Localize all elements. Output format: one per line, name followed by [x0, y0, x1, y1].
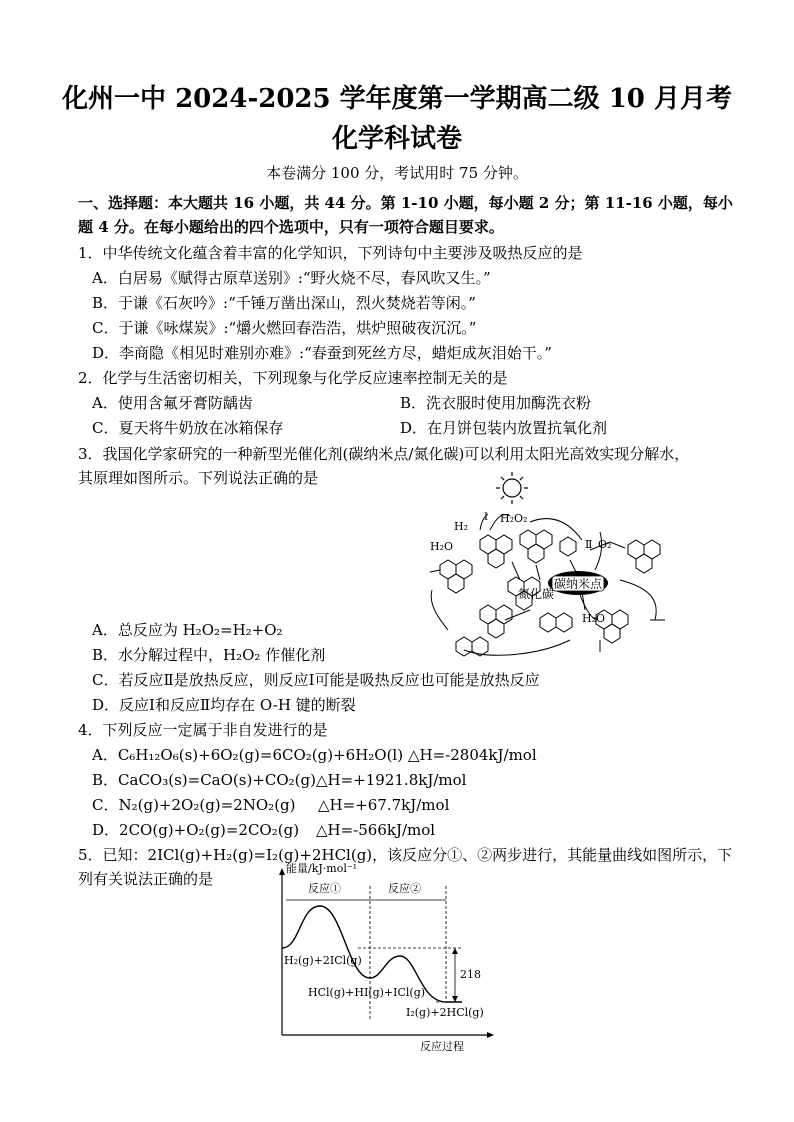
reactants-label: H₂(g)+2ICl(g): [284, 954, 362, 967]
q1-option-a[interactable]: A．白居易《赋得古原草送别》:“野火烧不尽，春风吹又生。”: [92, 269, 491, 287]
q4-option-a-enthalpy: △H=-2804kJ/mol: [408, 746, 537, 764]
q3-stem-line1: 3．我国化学家研究的一种新型光催化剂(碳纳米点/氮化碳)可以利用太阳光高效实现分解水，: [78, 445, 690, 463]
q3-option-d[interactable]: D．反应Ⅰ和反应Ⅱ均存在 O-H 键的断裂: [92, 696, 356, 714]
step2-label: 反应②: [388, 882, 421, 895]
q4-option-b[interactable]: B．CaCO₃(s)=CaO(s)+CO₂(g): [92, 771, 316, 789]
products-label: I₂(g)+2HCl(g): [406, 1006, 484, 1019]
energy-profile-chart: [270, 860, 500, 1060]
h2o-right-label: H₂O: [582, 612, 606, 625]
q5-stem-line2: 列有关说法正确的是: [78, 870, 214, 888]
h2o2-label: H₂O₂: [500, 512, 528, 525]
x-axis-label: 反应过程: [420, 1040, 464, 1053]
q4-stem: 4．下列反应一定属于非自发进行的是: [78, 721, 328, 739]
q4-option-c[interactable]: C．N₂(g)+2O₂(g)=2NO₂(g): [92, 796, 296, 814]
q2-option-b[interactable]: B．洗衣服时使用加酶洗衣粉: [400, 394, 592, 412]
step1-label: 反应①: [308, 882, 341, 895]
exam-title: 化州一中 2024-2025 学年度第一学期高二级 10 月月考: [62, 84, 732, 114]
q2-stem: 2．化学与生活密切相关，下列现象与化学反应速率控制无关的是: [78, 369, 508, 387]
q1-option-c[interactable]: C．于谦《咏煤炭》:“爝火燃回春浩浩，烘炉照破夜沉沉。”: [92, 319, 477, 337]
o2-label: O₂: [598, 538, 612, 551]
q4-option-c-enthalpy: △H=+67.7kJ/mol: [318, 796, 450, 814]
q2-option-a[interactable]: A．使用含氟牙膏防龋齿: [92, 394, 253, 412]
q4-option-a[interactable]: A．C₆H₁₂O₆(s)+6O₂(g)=6CO₂(g)+6H₂O(l): [92, 746, 404, 764]
carbon-nitride-label: 氮化碳: [518, 587, 555, 601]
sun-icon: [496, 472, 528, 504]
exam-note: 本卷满分 100 分，考试用时 75 分钟。: [266, 164, 528, 182]
carbon-dot-label: 碳纳米点: [553, 577, 603, 591]
q2-option-c[interactable]: C．夏天将牛奶放在冰箱保存: [92, 419, 284, 437]
q3-option-b[interactable]: B．水分解过程中，H₂O₂ 作催化剂: [92, 646, 326, 664]
photocatalyst-diagram: [420, 470, 720, 670]
h2-label: H₂: [454, 520, 469, 533]
q1-option-d[interactable]: D．李商隐《相见时难别亦难》:“春蚕到死丝方尽，蜡炬成灰泪始干。”: [92, 344, 552, 362]
section-heading-line1: 一、选择题：本大题共 16 小题，共 44 分。第 1-10 小题，每小题 2 分；第 11-16 小题，每小: [78, 194, 733, 212]
q3-option-a[interactable]: A．总反应为 H₂O₂=H₂+O₂: [92, 621, 283, 639]
q5-stem-line1: 5．已知：2ICl(g)+H₂(g)=I₂(g)+2HCl(g)，该反应分①、②两步进行，其能量曲线如图所示，下: [78, 846, 733, 864]
reaction-ii-label: Ⅱ: [585, 538, 593, 551]
q1-option-b[interactable]: B．于谦《石灰吟》:“千锤万凿出深山，烈火焚烧若等闲。”: [92, 294, 476, 312]
delta-value: 218: [460, 968, 481, 981]
q3-stem-line2: 其原理如图所示。下列说法正确的是: [78, 469, 319, 487]
q4-option-d[interactable]: D．2CO(g)+O₂(g)=2CO₂(g): [92, 821, 300, 839]
x-axis-arrow-icon: [487, 1032, 494, 1038]
exam-subtitle: 化学科试卷: [331, 124, 462, 154]
reaction-i-label: Ⅰ: [484, 512, 488, 523]
q3-option-c[interactable]: C．若反应Ⅱ是放热反应，则反应Ⅰ可能是吸热反应也可能是放热反应: [92, 671, 540, 689]
q4-option-b-enthalpy: △H=+1921.8kJ/mol: [316, 771, 467, 789]
q2-option-d[interactable]: D．在月饼包装内放置抗氧化剂: [400, 419, 608, 437]
intermediate-label: HCl(g)+HI(g)+ICl(g): [308, 986, 426, 999]
q4-option-d-enthalpy: △H=-566kJ/mol: [316, 821, 436, 839]
h2o-left-label: H₂O: [430, 540, 454, 553]
y-axis-arrow-icon: [279, 868, 285, 875]
section-heading-line2: 题 4 分。在每小题给出的四个选项中，只有一项符合题目要求。: [78, 218, 504, 236]
q1-stem: 1．中华传统文化蕴含着丰富的化学知识，下列诗句中主要涉及吸热反应的是: [78, 244, 583, 262]
y-axis-label: 能量/kJ·mol⁻¹: [286, 862, 358, 875]
